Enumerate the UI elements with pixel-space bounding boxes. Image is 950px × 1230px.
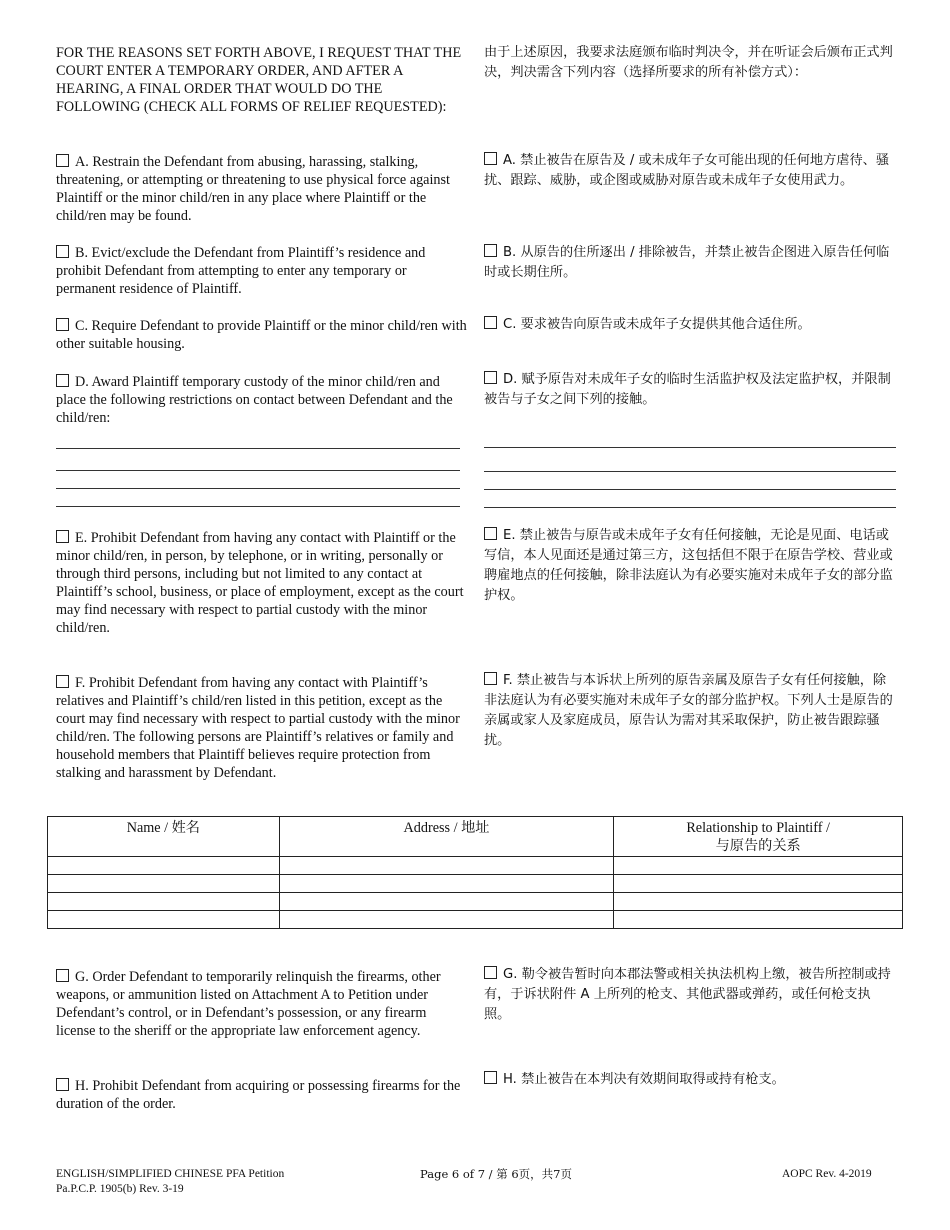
- footer-revision: AOPC Rev. 4-2019: [782, 1168, 872, 1180]
- relief-b-chinese: B. 从原告的住所逐出 / 排除被告，并禁止被告企图进入原告任何临时或长期住所。: [484, 245, 890, 280]
- checkbox-g-zh[interactable]: [484, 966, 497, 979]
- custody-restriction-line-zh[interactable]: [484, 507, 896, 508]
- relief-e-english: E. Prohibit Defendant from having any contact with Plaintiff or the minor child/ren, in person, by telephone, or in writing, personally or through third persons, including but not limited to any contact at Plaintiff’s school, business, or place of employment, except as the court may find necessary with respect to partial custody with the minor child/ren.: [56, 530, 464, 636]
- header-address: Address / 地址: [279, 817, 614, 857]
- checkbox-e-zh[interactable]: [484, 527, 497, 540]
- relationship-cell[interactable]: [614, 857, 903, 875]
- checkbox-b-zh[interactable]: [484, 244, 497, 257]
- header-name: Name / 姓名: [48, 817, 280, 857]
- address-cell[interactable]: [279, 893, 614, 911]
- checkbox-c[interactable]: [56, 318, 69, 331]
- address-cell[interactable]: [279, 911, 614, 929]
- intro-english: FOR THE REASONS SET FORTH ABOVE, I REQUEST THAT THE COURT ENTER A TEMPORARY ORDER, AND AFTER A HEARING, A FINAL ORDER THAT WOULD DO THE FOLLOWING (CHECK ALL FORMS OF RELIEF REQUESTED):: [56, 45, 462, 115]
- checkbox-h-zh[interactable]: [484, 1071, 497, 1084]
- relationship-cell[interactable]: [614, 911, 903, 929]
- intro-chinese: 由于上述原因，我要求法庭颁布临时判决令，并在听证会后颁布正式判决，判决需含下列内容（选择所要求的所有补偿方式）：: [484, 45, 893, 80]
- table-row: [48, 875, 903, 893]
- address-cell[interactable]: [279, 857, 614, 875]
- custody-restriction-line[interactable]: [56, 448, 460, 449]
- custody-restriction-line[interactable]: [56, 470, 460, 471]
- address-cell[interactable]: [279, 875, 614, 893]
- checkbox-b[interactable]: [56, 245, 69, 258]
- custody-restriction-line[interactable]: [56, 506, 460, 507]
- checkbox-c-zh[interactable]: [484, 316, 497, 329]
- name-cell[interactable]: [48, 875, 280, 893]
- relationship-cell[interactable]: [614, 875, 903, 893]
- protected-persons-table: [47, 816, 903, 929]
- checkbox-d[interactable]: [56, 374, 69, 387]
- relief-a-english: A. Restrain the Defendant from abusing, harassing, stalking, threatening, or attempting or threatening to use physical force against Plaintiff or the minor child/ren in any place where Plaintiff or the child/ren may be found.: [56, 154, 450, 224]
- relief-g-chinese: G. 勒令被告暂时向本郡法警或相关执法机构上缴，被告所控制或持有，于诉状附件 A 上所列的枪支、其他武器或弹药，或任何枪支执照。: [484, 967, 891, 1022]
- header-relationship: Relationship to Plaintiff / 与原告的关系: [614, 817, 903, 857]
- relief-c-chinese: C. 要求被告向原告或未成年子女提供其他合适住所。: [484, 315, 896, 335]
- checkbox-a[interactable]: [56, 154, 69, 167]
- table-row: [48, 893, 903, 911]
- relief-d-chinese: D. 赋予原告对未成年子女的临时生活监护权及法定监护权，并限制被告与子女之间下列的接触。: [484, 372, 891, 407]
- checkbox-d-zh[interactable]: [484, 371, 497, 384]
- relief-e-chinese: E. 禁止被告与原告或未成年子女有任何接触，无论是见面、电话或写信，本人见面还是通过第三方，这包括但不限于在原告学校、营业或聘雇地点的任何接触，除非法庭认为有必要实施对未成年子女的部分监护权。: [484, 528, 893, 603]
- table-row: [48, 857, 903, 875]
- checkbox-a-zh[interactable]: [484, 152, 497, 165]
- table-header-row: [48, 817, 903, 857]
- name-cell[interactable]: [48, 857, 280, 875]
- checkbox-f[interactable]: [56, 675, 69, 688]
- relief-h-chinese: H. 禁止被告在本判决有效期间取得或持有枪支。: [484, 1070, 896, 1090]
- checkbox-f-zh[interactable]: [484, 672, 497, 685]
- footer-form-id: ENGLISH/SIMPLIFIED CHINESE PFA Petition Pa.P.C.P. 1905(b) Rev. 3-19: [56, 1168, 285, 1195]
- checkbox-h[interactable]: [56, 1078, 69, 1091]
- custody-restriction-line-zh[interactable]: [484, 447, 896, 448]
- name-cell[interactable]: [48, 893, 280, 911]
- relief-b-english: B. Evict/exclude the Defendant from Plaintiff’s residence and prohibit Defendant from attempting to enter any temporary or permanent residence of Plaintiff.: [56, 245, 426, 297]
- relief-a-chinese: A. 禁止被告在原告及 / 或未成年子女可能出现的任何地方虐待、骚扰、跟踪、威胁，或企图或威胁对原告或未成年子女使用武力。: [484, 153, 890, 188]
- name-cell[interactable]: [48, 911, 280, 929]
- checkbox-e[interactable]: [56, 530, 69, 543]
- relief-h-english: H. Prohibit Defendant from acquiring or possessing firearms for the duration of the order.: [56, 1078, 461, 1112]
- checkbox-g[interactable]: [56, 969, 69, 982]
- table-row: [48, 911, 903, 929]
- relief-c-english: C. Require Defendant to provide Plaintiff or the minor child/ren with other suitable housing.: [56, 318, 467, 352]
- footer-page-number: Page 6 of 7 / 第 6页，共7页: [420, 1167, 572, 1181]
- relief-g-english: G. Order Defendant to temporarily relinquish the firearms, other weapons, or ammunition listed on Attachment A to Petition under Defendant’s control, or in Defendant’s possession, or any firearm license to the sheriff or the appropriate law enforcement agency.: [56, 969, 441, 1039]
- relief-f-chinese: F. 禁止被告与本诉状上所列的原告亲属及原告子女有任何接触，除非法庭认为有必要实施对未成年子女的部分监护权。下列人士是原告的亲属或家人及家庭成员，原告认为需对其采取保护，防止被告跟踪骚扰。: [484, 673, 893, 748]
- custody-restriction-line-zh[interactable]: [484, 471, 896, 472]
- custody-restriction-line-zh[interactable]: [484, 489, 896, 490]
- relationship-cell[interactable]: [614, 893, 903, 911]
- custody-restriction-line[interactable]: [56, 488, 460, 489]
- relief-f-english: F. Prohibit Defendant from having any contact with Plaintiff’s relatives and Plaintiff’s child/ren listed in this petition, except as the court may find necessary with respect to partial custody with the minor child/ren. The following persons are Plaintiff’s relatives or family and household members that Plaintiff believes require protection from stalking and harassment by Defendant.: [56, 675, 460, 781]
- relief-d-english: D. Award Plaintiff temporary custody of the minor child/ren and place the following restrictions on contact between Defendant and the child/ren:: [56, 374, 453, 426]
